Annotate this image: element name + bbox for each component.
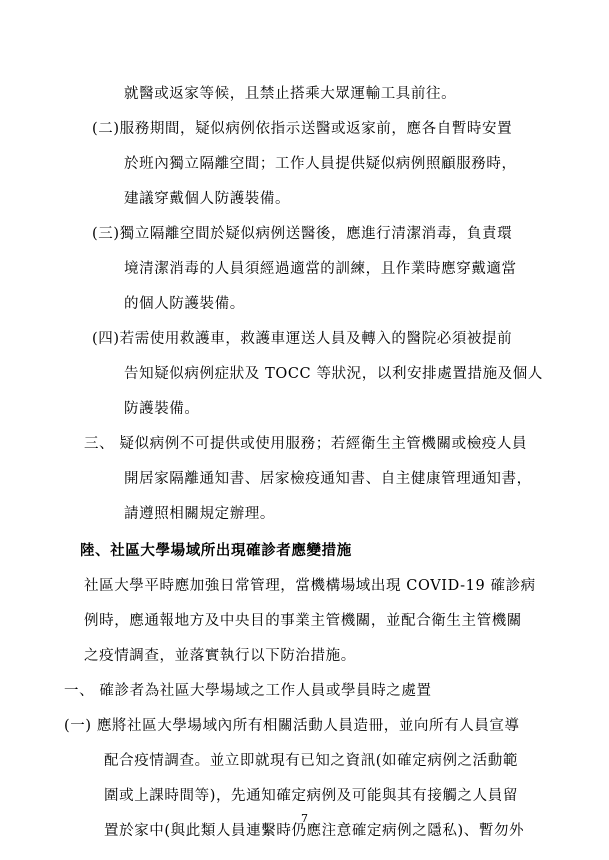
text-line: 境清潔消毒的人員須經過適當的訓練，且作業時應穿戴適當 [124, 261, 517, 277]
text-line: 配合疫情調查。並立即就現有已知之資訊(如確定病例之活動範 [104, 753, 518, 769]
text-line: (四)若需使用救護車，救護車運送人員及轉入的醫院必須被提前 [92, 331, 513, 347]
text-line: 三、 疑似病例不可提供或使用服務；若經衛生主管機關或檢疫人員 [84, 436, 528, 452]
text-line: 於班內獨立隔離空間；工作人員提供疑似病例照顧服務時， [124, 156, 517, 172]
text-line: 圍或上課時間等)，先通知確定病例及可能與其有接觸之人員留 [104, 788, 518, 804]
text-line: 社區大學平時應加強日常管理，當機構場域出現 COVID-19 確診病 [84, 578, 536, 594]
page-number: 7 [301, 812, 308, 825]
text-line: 開居家隔離通知書、居家檢疫通知書、自主健康管理通知書， [124, 471, 532, 487]
text-line: (二)服務期間，疑似病例依指示送醫或返家前，應各自暫時安置 [92, 121, 513, 137]
text-line: 告知疑似病例症狀及 TOCC 等狀況，以利安排處置措施及個人 [124, 366, 543, 382]
text-line: (三)獨立隔離空間於疑似病例送醫後，應進行清潔消毒，負責環 [92, 226, 513, 242]
section-heading: 陸、社區大學場域所出現確診者應變措施 [80, 542, 352, 559]
text-line: 請遵照相關規定辦理。 [124, 506, 275, 522]
text-line: (一) 應將社區大學場域內所有相關活動人員造冊，並向所有人員宣導 [64, 718, 520, 734]
text-line: 防護裝備。 [124, 401, 200, 417]
text-line: 之疫情調查，並落實執行以下防治措施。 [84, 648, 356, 664]
text-line: 的個人防護裝備。 [124, 296, 245, 312]
text-line: 一、 確診者為社區大學場域之工作人員或學員時之處置 [64, 683, 432, 699]
text-line: 建議穿戴個人防護裝備。 [124, 191, 291, 207]
text-line: 例時，應通報地方及中央目的事業主管機關，並配合衛生主管機關 [84, 613, 522, 629]
text-line: 就醫或返家等候，且禁止搭乘大眾運輸工具前往。 [124, 86, 457, 102]
text-line: 置於家中(與此類人員連繫時仍應注意確定病例之隱私)、暫勿外 [104, 823, 525, 839]
